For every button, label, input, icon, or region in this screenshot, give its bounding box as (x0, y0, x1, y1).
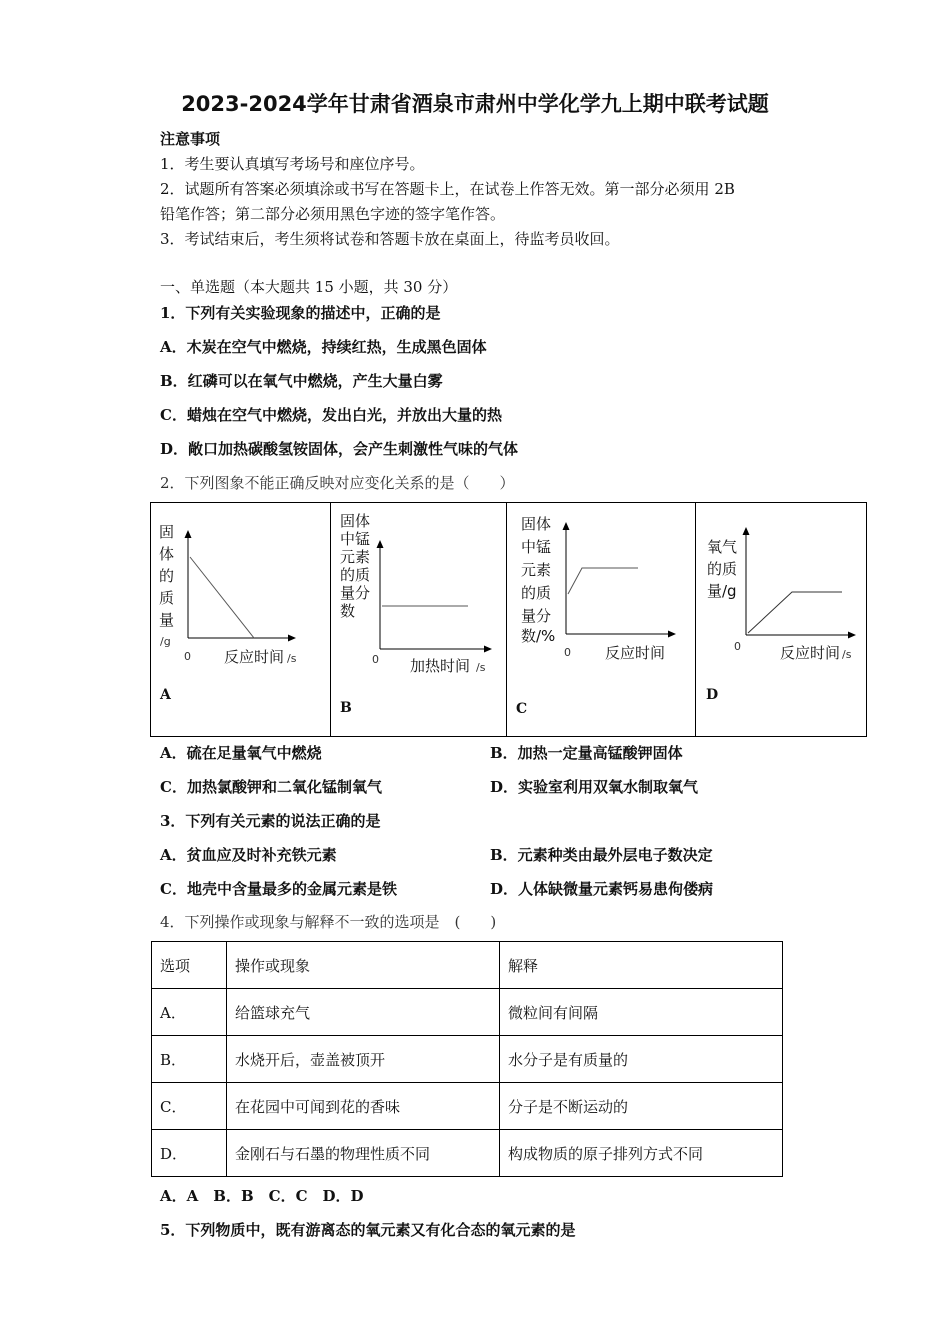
table-cell: C． (152, 1083, 227, 1130)
graph-a-ylabel-2: 体 (159, 545, 175, 563)
graph-d-xunit: /s (842, 648, 852, 661)
page-title: 2023-2024学年甘肃省酒泉市肃州中学化学九上期中联考试题 (181, 92, 769, 116)
table-cell: 金刚石与石墨的物理性质不同 (227, 1130, 500, 1177)
q1-option-c: C．蜡烛在空气中燃烧，发出白光，并放出大量的热 (160, 406, 502, 424)
graph-c-ylabel-2: 中锰 (521, 538, 552, 556)
table-cell: 水烧开后，壶盖被顶开 (227, 1036, 500, 1083)
graph-b-origin: 0 (372, 653, 379, 666)
graph-b-ylabel-1: 固体 (340, 512, 371, 530)
graph-c-xlabel: 反应时间 (605, 644, 666, 662)
graph-b-ylabel-6: 数 (340, 602, 356, 620)
graph-b-y-arrow (377, 540, 384, 548)
graph-b-xunit: /s (476, 661, 486, 674)
table-cell: 微粒间有间隔 (500, 989, 783, 1036)
graph-c-label: C (516, 701, 528, 717)
table-header-row (152, 942, 783, 989)
graph-a (159, 523, 297, 703)
q5-stem: 5．下列物质中，既有游离态的氧元素又有化合态的氧元素的是 (160, 1221, 576, 1239)
graph-b (340, 512, 492, 716)
graph-b-ylabel-5: 量分 (340, 584, 371, 602)
notice-heading: 注意事项 (160, 130, 221, 148)
graph-b-ylabel-4: 的质 (340, 566, 371, 584)
graph-c-ylabel-4: 的质 (521, 584, 552, 602)
graph-a-ylabel-5: 量 (159, 611, 175, 629)
graph-c (516, 515, 676, 717)
graph-b-label: B (340, 700, 352, 716)
graph-a-ylabel-1: 固 (159, 523, 175, 541)
graph-d-x-arrow (848, 632, 856, 639)
graph-a-ylabel-3: 的 (159, 567, 175, 585)
section-heading: 一、单选题（本大题共 15 小题，共 30 分） (160, 278, 458, 296)
q4-table (151, 941, 783, 1177)
graphs-border (151, 503, 867, 737)
q2-graphs-figure (150, 502, 867, 737)
graph-c-ylabel-1: 固体 (521, 515, 552, 533)
table-cell: 分子是不断运动的 (500, 1083, 783, 1130)
graph-c-curve (568, 568, 638, 594)
graph-d-ylabel-2: 的质 (707, 560, 738, 578)
graph-c-origin: 0 (564, 646, 571, 659)
graph-c-ylabel-3: 元素 (521, 561, 552, 579)
table-cell: 在花园中可闻到花的香味 (227, 1083, 500, 1130)
graph-d-ylabel-1: 氧气 (707, 538, 738, 556)
graph-a-x-arrow (288, 635, 296, 642)
q2-option-a: A．硫在足量氧气中燃烧 (160, 744, 322, 762)
graph-c-x-arrow (668, 631, 676, 638)
q1-option-d: D．敞口加热碳酸氢铵固体，会产生刺激性气味的气体 (160, 440, 519, 458)
q2-option-d: D．实验室利用双氧水制取氧气 (490, 778, 699, 796)
graph-d-y-arrow (743, 527, 750, 535)
notice-item-2: 2．试题所有答案必须填涂或书写在答题卡上，在试卷上作答无效。第一部分必须用 2B (160, 180, 735, 198)
table-row (152, 1036, 783, 1083)
q3-option-d: D．人体缺微量元素钙易患佝偻病 (490, 880, 714, 898)
graph-a-curve (190, 557, 254, 638)
q4-answer-options: A．A B．B C．C D．D (160, 1187, 364, 1205)
q4-stem: 4．下列操作或现象与解释不一致的选项是 ( ) (160, 913, 497, 931)
graph-d-xlabel: 反应时间 (780, 644, 841, 662)
graph-a-origin: 0 (184, 650, 191, 663)
table-cell: 给篮球充气 (227, 989, 500, 1036)
graph-d-origin: 0 (734, 640, 741, 653)
graph-a-xlabel: 反应时间 (224, 648, 285, 666)
graph-c-ylabel-6: 数/% (521, 627, 556, 645)
table-header-cell: 解释 (500, 942, 783, 989)
table-cell: 水分子是有质量的 (500, 1036, 783, 1083)
graph-b-ylabel-2: 中锰 (340, 530, 371, 548)
q3-option-b: B．元素种类由最外层电子数决定 (490, 846, 713, 864)
graph-a-xunit: /s (287, 652, 297, 665)
graph-a-label: A (160, 687, 171, 703)
graph-d-label: D (706, 687, 719, 703)
q3-stem: 3．下列有关元素的说法正确的是 (160, 812, 381, 830)
graph-b-xlabel: 加热时间 (410, 657, 471, 675)
graph-a-ylabel-4: 质 (159, 589, 175, 607)
graph-c-y-arrow (563, 522, 570, 530)
q1-option-b: B．红磷可以在氧气中燃烧，产生大量白雾 (160, 372, 443, 390)
notice-item-3: 3．考试结束后，考生须将试卷和答题卡放在桌面上，待监考员收回。 (160, 230, 620, 248)
q1-option-a: A．木炭在空气中燃烧，持续红热，生成黑色固体 (160, 338, 487, 356)
q3-option-a: A．贫血应及时补充铁元素 (160, 846, 337, 864)
q3-option-c: C．地壳中含量最多的金属元素是铁 (160, 880, 397, 898)
notice-item-2-cont: 铅笔作答；第二部分必须用黑色字迹的签字笔作答。 (160, 205, 506, 223)
table-cell: B． (152, 1036, 227, 1083)
table-cell: 构成物质的原子排列方式不同 (500, 1130, 783, 1177)
table-row (152, 989, 783, 1036)
graph-c-ylabel-5: 量分 (521, 607, 552, 625)
graph-d-curve (748, 592, 842, 633)
table-cell: A． (152, 989, 227, 1036)
graph-a-yunit: /g (160, 635, 171, 648)
q2-option-b: B．加热一定量高锰酸钾固体 (490, 744, 683, 762)
table-cell: D． (152, 1130, 227, 1177)
q1-stem: 1．下列有关实验现象的描述中，正确的是 (160, 304, 441, 322)
graph-d-ylabel-3: 量/g (707, 582, 737, 600)
notice-item-1: 1．考生要认真填写考场号和座位序号。 (160, 155, 425, 173)
table-row (152, 1130, 783, 1177)
table-header-cell: 操作或现象 (227, 942, 500, 989)
q2-option-c: C．加热氯酸钾和二氧化锰制氧气 (160, 778, 382, 796)
graph-a-y-arrow (185, 530, 192, 538)
graph-b-x-arrow (484, 646, 492, 653)
table-row (152, 1083, 783, 1130)
graph-b-ylabel-3: 元素 (340, 548, 371, 566)
table-header-cell: 选项 (152, 942, 227, 989)
graph-d (706, 527, 856, 703)
q2-stem: 2．下列图象不能正确反映对应变化关系的是（ ） (160, 474, 515, 492)
